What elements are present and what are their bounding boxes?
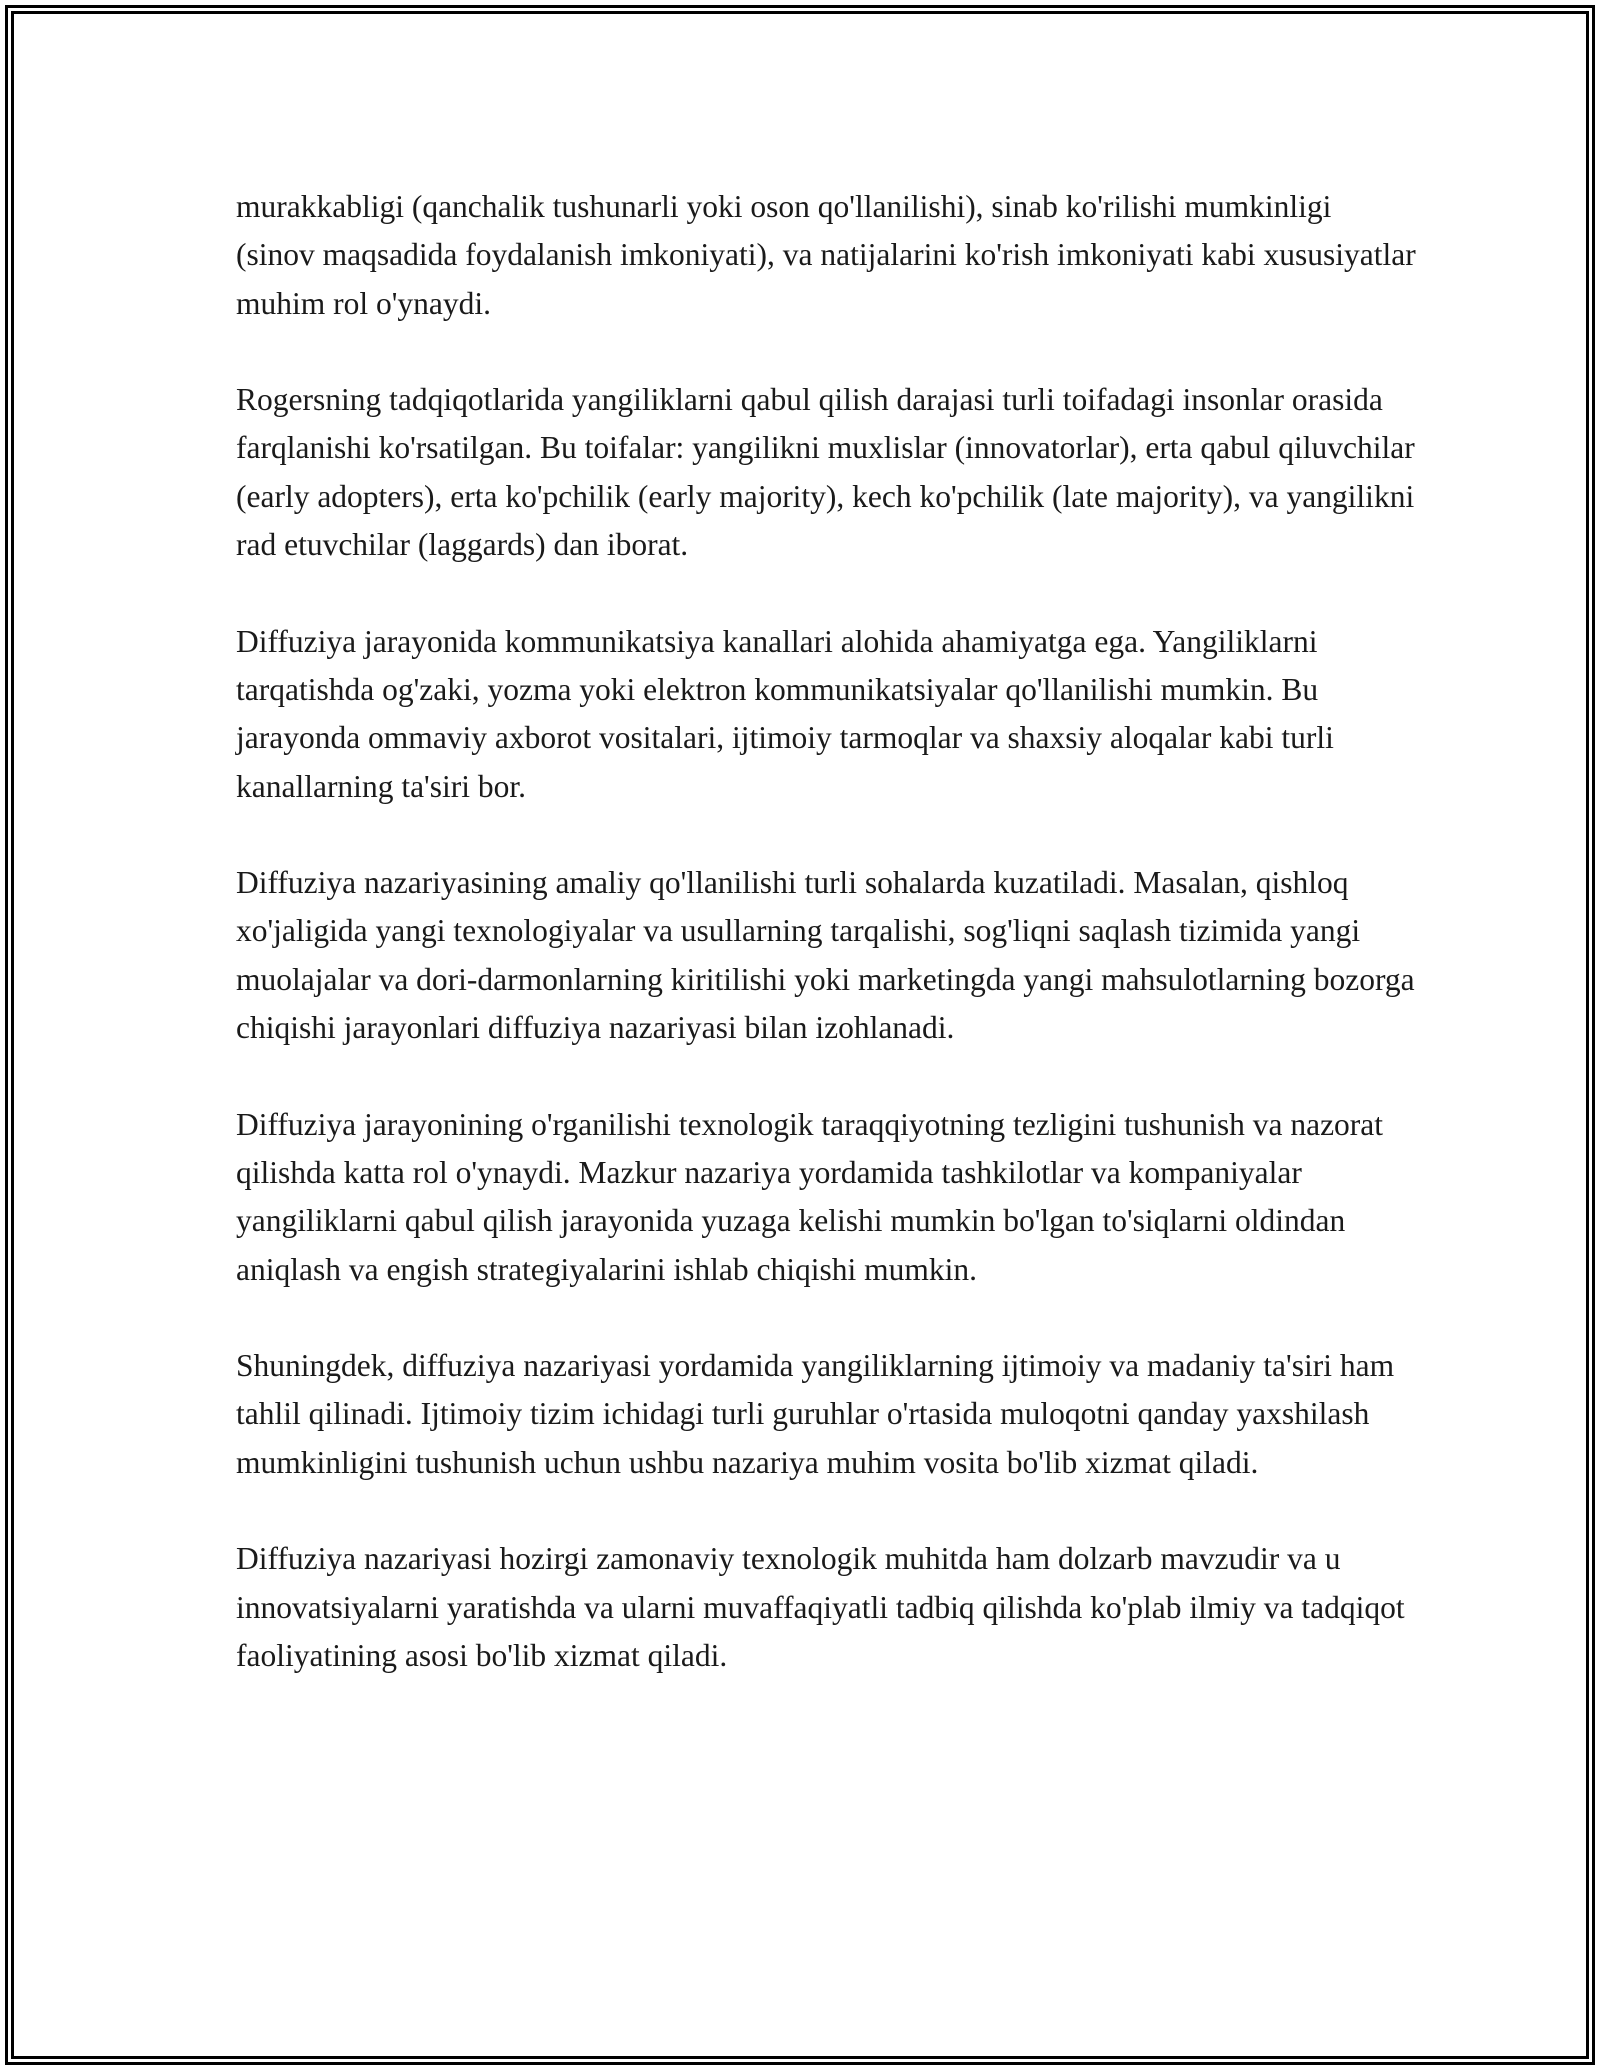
document-body: [236, 183, 1416, 1680]
paragraph: Diffuziya nazariyasining amaliy qo'llanilishi turli sohalarda kuzatiladi. Masalan, qishloq xo'jaligida yangi texnologiyalar va usullarning tarqalishi, sog'liqni saqlash tizimida yangi muolajalar va dori-darmonlarning kiritilishi yoki marketingda yangi mahsulotlarning bozorga chiqishi jarayonlari diffuziya nazariyasi bilan izohlanadi.: [236, 865, 1415, 1046]
paragraph: Diffuziya jarayonining o'rganilishi texnologik taraqqiyotning tezligini tushunish va nazorat qilishda katta rol o'ynaydi. Mazkur nazariya yordamida tashkilotlar va kompaniyalar yangiliklarni qabul qilish jarayonida yuzaga kelishi mumkin bo'lgan to'siqlarni oldindan aniqlash va engish strategiyalarini ishlab chiqishi mumkin.: [236, 1106, 1384, 1287]
paragraph: Diffuziya jarayonida kommunikatsiya kanallari alohida ahamiyatga ega. Yangiliklarni tarqatishda og'zaki, yozma yoki elektron kommunikatsiyalar qo'llanilishi mumkin. Bu jarayonda ommaviy axborot vositalari, ijtimoiy tarmoqlar va shaxsiy aloqalar kabi turli kanallarning ta'siri bor.: [236, 623, 1334, 804]
paragraph: Diffuziya nazariyasi hozirgi zamonaviy texnologik muhitda ham dolzarb mavzudir va u innovatsiyalarni yaratishda va ularni muvaffaqiyatli tadbiq qilishda ko'plab ilmiy va tadqiqot faoliyatining asosi bo'lib xizmat qiladi.: [236, 1541, 1405, 1673]
paragraph: Rogersning tadqiqotlarida yangiliklarni qabul qilish darajasi turli toifadagi insonlar orasida farqlanishi ko'rsatilgan. Bu toifalar: yangilikni muxlislar (innovatorlar), erta qabul qiluvchilar (early adopters), erta ko'pchilik (early majority), kech ko'pchilik (late majority), va yangilikni rad etuvchilar (laggards) dan iborat.: [236, 382, 1415, 563]
paragraph: murakkabligi (qanchalik tushunarli yoki oson qo'llanilishi), sinab ko'rilishi mumkinligi (sinov maqsadida foydalanish imkoniyati), va natijalarini ko'rish imkoniyati kabi xususiyatlar muhim rol o'ynaydi.: [236, 189, 1416, 321]
paragraph: Shuningdek, diffuziya nazariyasi yordamida yangiliklarning ijtimoiy va madaniy ta'siri ham tahlil qilinadi. Ijtimoiy tizim ichidagi turli guruhlar o'rtasida muloqotni qanday yaxshilash mumkinligini tushunish uchun ushbu nazariya muhim vosita bo'lib xizmat qiladi.: [236, 1348, 1395, 1480]
